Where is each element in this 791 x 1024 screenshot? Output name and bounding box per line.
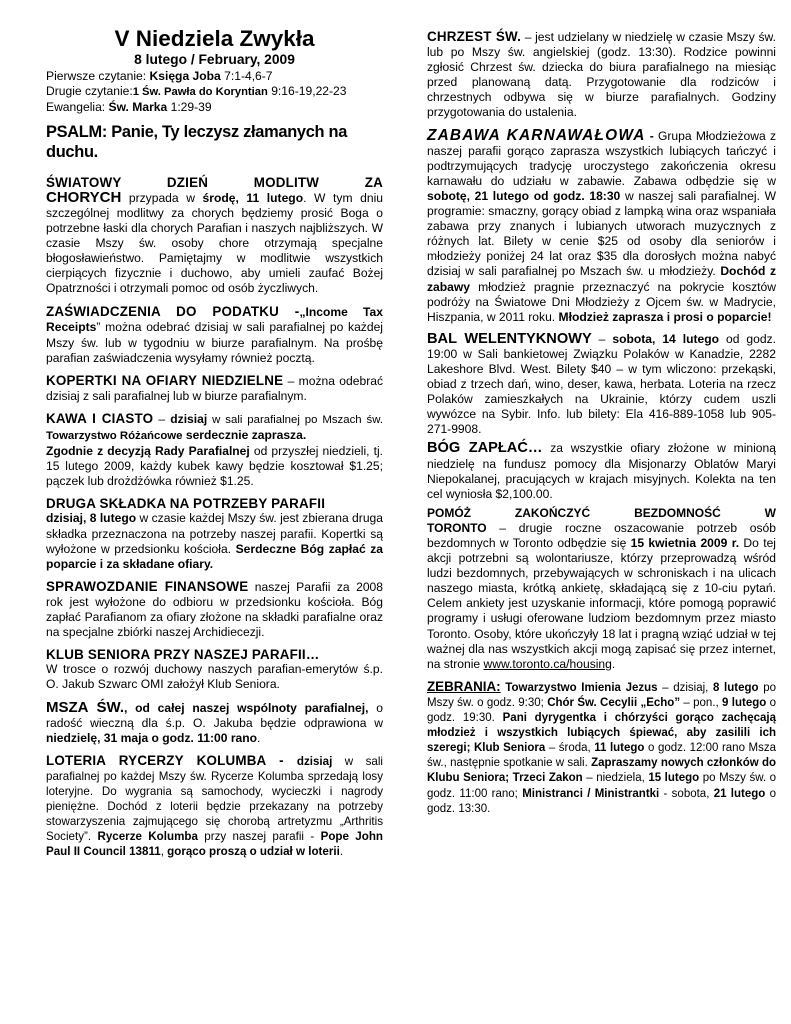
section-heading: MSZA ŚW. [46, 698, 125, 716]
right-column [427, 0, 776, 817]
section-heading: CHRZEST ŚW. [427, 29, 522, 44]
section-heading: ZABAWA KARNAWAŁOWA [427, 126, 646, 144]
section-heading: CHORYCH [46, 188, 122, 206]
reading-gospel: Ewangelia: Św. Marka 1:29-39 [46, 100, 212, 115]
section-heading: ZEBRANIA: [427, 678, 501, 694]
section-heading: KOPERTKI NA OFIARY NIEDZIELNE [46, 372, 284, 388]
section-heading: BÓG ZAPŁAĆ… [427, 440, 543, 457]
section-zabawa: ZABAWA KARNAWAŁOWA - Grupa Młodzieżowa z naszej parafii gorąco zaprasza wszystkich lubiących tańczyć i podtrzymujących tradycję uroczystego zakończenia okresu karnawału do udziału w zabawie. Zabawa odbędzie się w sobotę, 21 lutego od godz. 18:30 w naszej sali parafialnej. W programie: smaczny, gorący obiad z lampką wina oraz wspaniała zabawa przy znanych i lubianych utworach muzycznych z różnych lat. Bilety w cenie $25 od osoby dla seniorów i młodzieży poniżej 24 lat oraz $35 dla dorosłych można nabyć dzisiaj w sali parafialnej po Mszach św. u młodzieży. Dochód z zabawy młodzież pragnie przeznaczyć na pokrycie kosztów podróży na Światowe Dni Młodzieży z Ojcem św. w Madrycie, Hiszpania, w 2011 roku. Młodzież zaprasza i prosi o poparcie! [427, 126, 776, 324]
section-druga-skladka: DRUGA SKŁADKA NA POTRZEBY PARAFII dzisiaj, 8 lutego w czasie każdej Mszy św. jest zbierana druga składka przeznaczona na potrzeby naszej parafii. Kopertki są wyłożone w przedsionku kościoła. Serdeczne Bóg zapłać za poparcie i za składane ofiary. [46, 496, 383, 571]
readings [46, 69, 383, 116]
housing-link[interactable]: www.toronto.ca/housing [483, 656, 612, 671]
left-column [46, 0, 383, 859]
section-zebrania: ZEBRANIA: Towarzystwo Imienia Jezus – dzisiaj, 8 lutego po Mszy św. o godz. 9:30; Chór Św. Cecylii „Echo” – pon., 9 lutego o godz. 19:30. Pani dyrygentka i chórzyści gorąco zachęcają młodzież i wszystkich lubiących śpiewać, aby zasilili ich szeregi; Klub Seniora – środa, 11 lutego o godz. 12:00 rano Msza św., następnie spotkanie w sali. Zapraszamy nowych członków do Klubu Seniora; Trzeci Zakon – niedziela, 15 lutego po Mszy św. o godz. 11:00 rano; Ministranci / Ministrantki - sobota, 21 lutego o godz. 13:30. [427, 678, 777, 815]
section-sprawozdanie: SPRAWOZDANIE FINANSOWE naszej Parafii za 2008 rok jest wyłożone do odbioru w przedsionku kościoła. Bóg zapłać Parafianom za ofiary złożone na składki parafialne oraz na specjalne zbiórki naszej Archidiecezji. [46, 578, 383, 640]
section-heading: POMÓŻ ZAKOŃCZYĆ BEZDOMNOŚĆ W [427, 505, 776, 520]
section-chorych: ŚWIATOWY DZIEŃ MODLITW ZA CHORYCH przypada w środę, 11 lutego. W tym dniu szczególnej modlitwy za chorych będziemy prosić Boga o potrzebne łaski dla chorych Parafian i naszych najbliższych. W czasie Mszy św. osoby chore otrzymają specjalne błogosławieństwo. Pamiętajmy w modlitwie wszystkich cierpiących fizycznie i duchowo, aby umieli zaufać Bożej Opatrzności i otrzymali pomoc od osób życzliwych. [46, 174, 383, 296]
section-heading: ZAŚWIADCZENIA DO PODATKU - [46, 304, 300, 320]
section-heading: DRUGA SKŁADKA NA POTRZEBY PARAFII [46, 496, 326, 512]
section-kawa: KAWA I CIASTO – dzisiaj w sali parafialnej po Mszach św. Towarzystwo Różańcowe serdecznie zaprasza. Zgodnie z decyzją Rady Parafialnej od przyszłej niedzieli, tj. 15 lutego 2009, każdy kubek kawy będzie kosztował $1.25; pączek lub drożdżówka również $1.25. [46, 410, 383, 489]
reading-second: Drugie czytanie:1 Św. Pawła do Koryntian 9:16-19,22-23 [46, 84, 347, 99]
psalm-response: PSALM: Panie, Ty leczysz złamanych na duchu. [46, 122, 348, 161]
page-subtitle: 8 lutego / February, 2009 [134, 52, 295, 67]
section-heading: LOTERIA RYCERZY KOLUMBA - [46, 752, 297, 768]
section-msza: MSZA ŚW., od całej naszej wspólnoty parafialnej, o radość wieczną dla ś.p. O. Jakuba będzie odprawiona w niedzielę, 31 maja o godz. 11:00 rano. [46, 698, 383, 745]
page-title: V Niedziela Zwykła [114, 26, 315, 51]
section-heading: SPRAWOZDANIE FINANSOWE [46, 578, 249, 594]
section-bog-zaplac: BÓG ZAPŁAĆ… za wszystkie ofiary złożone w minioną niedzielę na fundusz pomocy dla Misjonarzy Oblatów Maryi Niepokalanej, pracujących w krajach misyjnych. Kolekta na ten cel wyniosła $2,100.00. [427, 440, 776, 501]
reading-first: Pierwsze czytanie: Księga Joba 7:1-4,6-7 [46, 69, 273, 83]
section-bal: BAL WELENTYKNOWY – sobota, 14 lutego od godz. 19:00 w Sali bankietowej Związku Polaków w Kanadzie, 2282 Lakeshore Blvd. West. Bilety $40 – w tym wliczono: przekąski, obiad z trzech dań, wino, deser, kawa, herbata. Loteria na rzecz Polaków zamieszkałych na Ukrainie, którzy cudem uszli wywózce na Sybir. Info. lub bilety: Ela 416-889-1058 lub 905-271-9908. [427, 330, 777, 437]
section-heading: ŚWIATOWY DZIEŃ MODLITW ZA [46, 174, 383, 190]
section-heading: BAL WELENTYKNOWY [427, 330, 592, 347]
section-pomoz: POMÓŻ ZAKOŃCZYĆ BEZDOMNOŚĆ W TORONTO – drugie roczne oszacowanie potrzeb osób bezdomnych w Toronto odbędzie się 15 kwietnia 2009 r. Do tej akcji potrzebni są wolontariusze, którzy przeprowadzą wśród ludzi bezdomnych, przebywających w schroniskach i na ulicach naszego miasta, krótką ankietę, składającą się z 10-ciu pytań. Celem ankiety jest uzyskanie informacji, które pomogą poprawić programy i usługi oferowane ludziom bezdomnym przez miasto Toronto. Osoby, które ukończyły 18 lat i pragną wziąć udział w tej ważnej dla nas wszystkich akcji mogą zapisać się przez internet, na stronie www.toronto.ca/housing. [427, 505, 776, 671]
section-zaswiadczenia: ZAŚWIADCZENIA DO PODATKU -„Income Tax Receipts” można odebrać dzisiaj w sali parafialnej po każdej Mszy św. lub w tygodniu w biurze parafialnym. Na prośbę parafian zaświadczenia wysyłamy również pocztą. [46, 304, 383, 365]
section-chrzest: CHRZEST ŚW. – jest udzielany w niedzielę w czasie Mszy św. lub po Mszy św. angielskiej (godz. 13:30). Rodzice powinni zgłosić Chrzest św. dziecka do biura parafialnego na miesiąc przed planowaną datą. Przygotowanie dla rodziców i chrzestnych odbywa się w biurze parafialnych. Godziny przygotowania do ustalenia. [427, 29, 776, 120]
section-klub-seniora: KLUB SENIORA PRZY NASZEJ PARAFII… W trosce o rozwój duchowy naszych parafian-emerytów ś.p. O. Jakub Szwarc OMI założył Klub Seniora. [46, 647, 383, 692]
section-kopertki: KOPERTKI NA OFIARY NIEDZIELNE – można odebrać dzisiaj z sali parafialnej lub w biurze parafialnym. [46, 372, 384, 403]
section-loteria: LOTERIA RYCERZY KOLUMBA - dzisiaj w sali parafialnej po każdej Mszy św. Rycerze Kolumba sprzedają losy loteryjne. Do wygrania są samochody, wycieczki i nagrody pieniężne. Dochód z loterii będzie przekazany na potrzeby stowarzyszenia zajmującego się chorobą artretyzmu „Arthritis Society”. Rycerze Kolumba przy naszej parafii - Pope John Paul II Council 13811, gorąco proszą o udział w loterii. [46, 752, 383, 859]
section-heading: TORONTO [427, 520, 487, 535]
section-heading: KLUB SENIORA PRZY NASZEJ PARAFII… [46, 647, 320, 663]
section-heading: KAWA I CIASTO [46, 410, 154, 426]
